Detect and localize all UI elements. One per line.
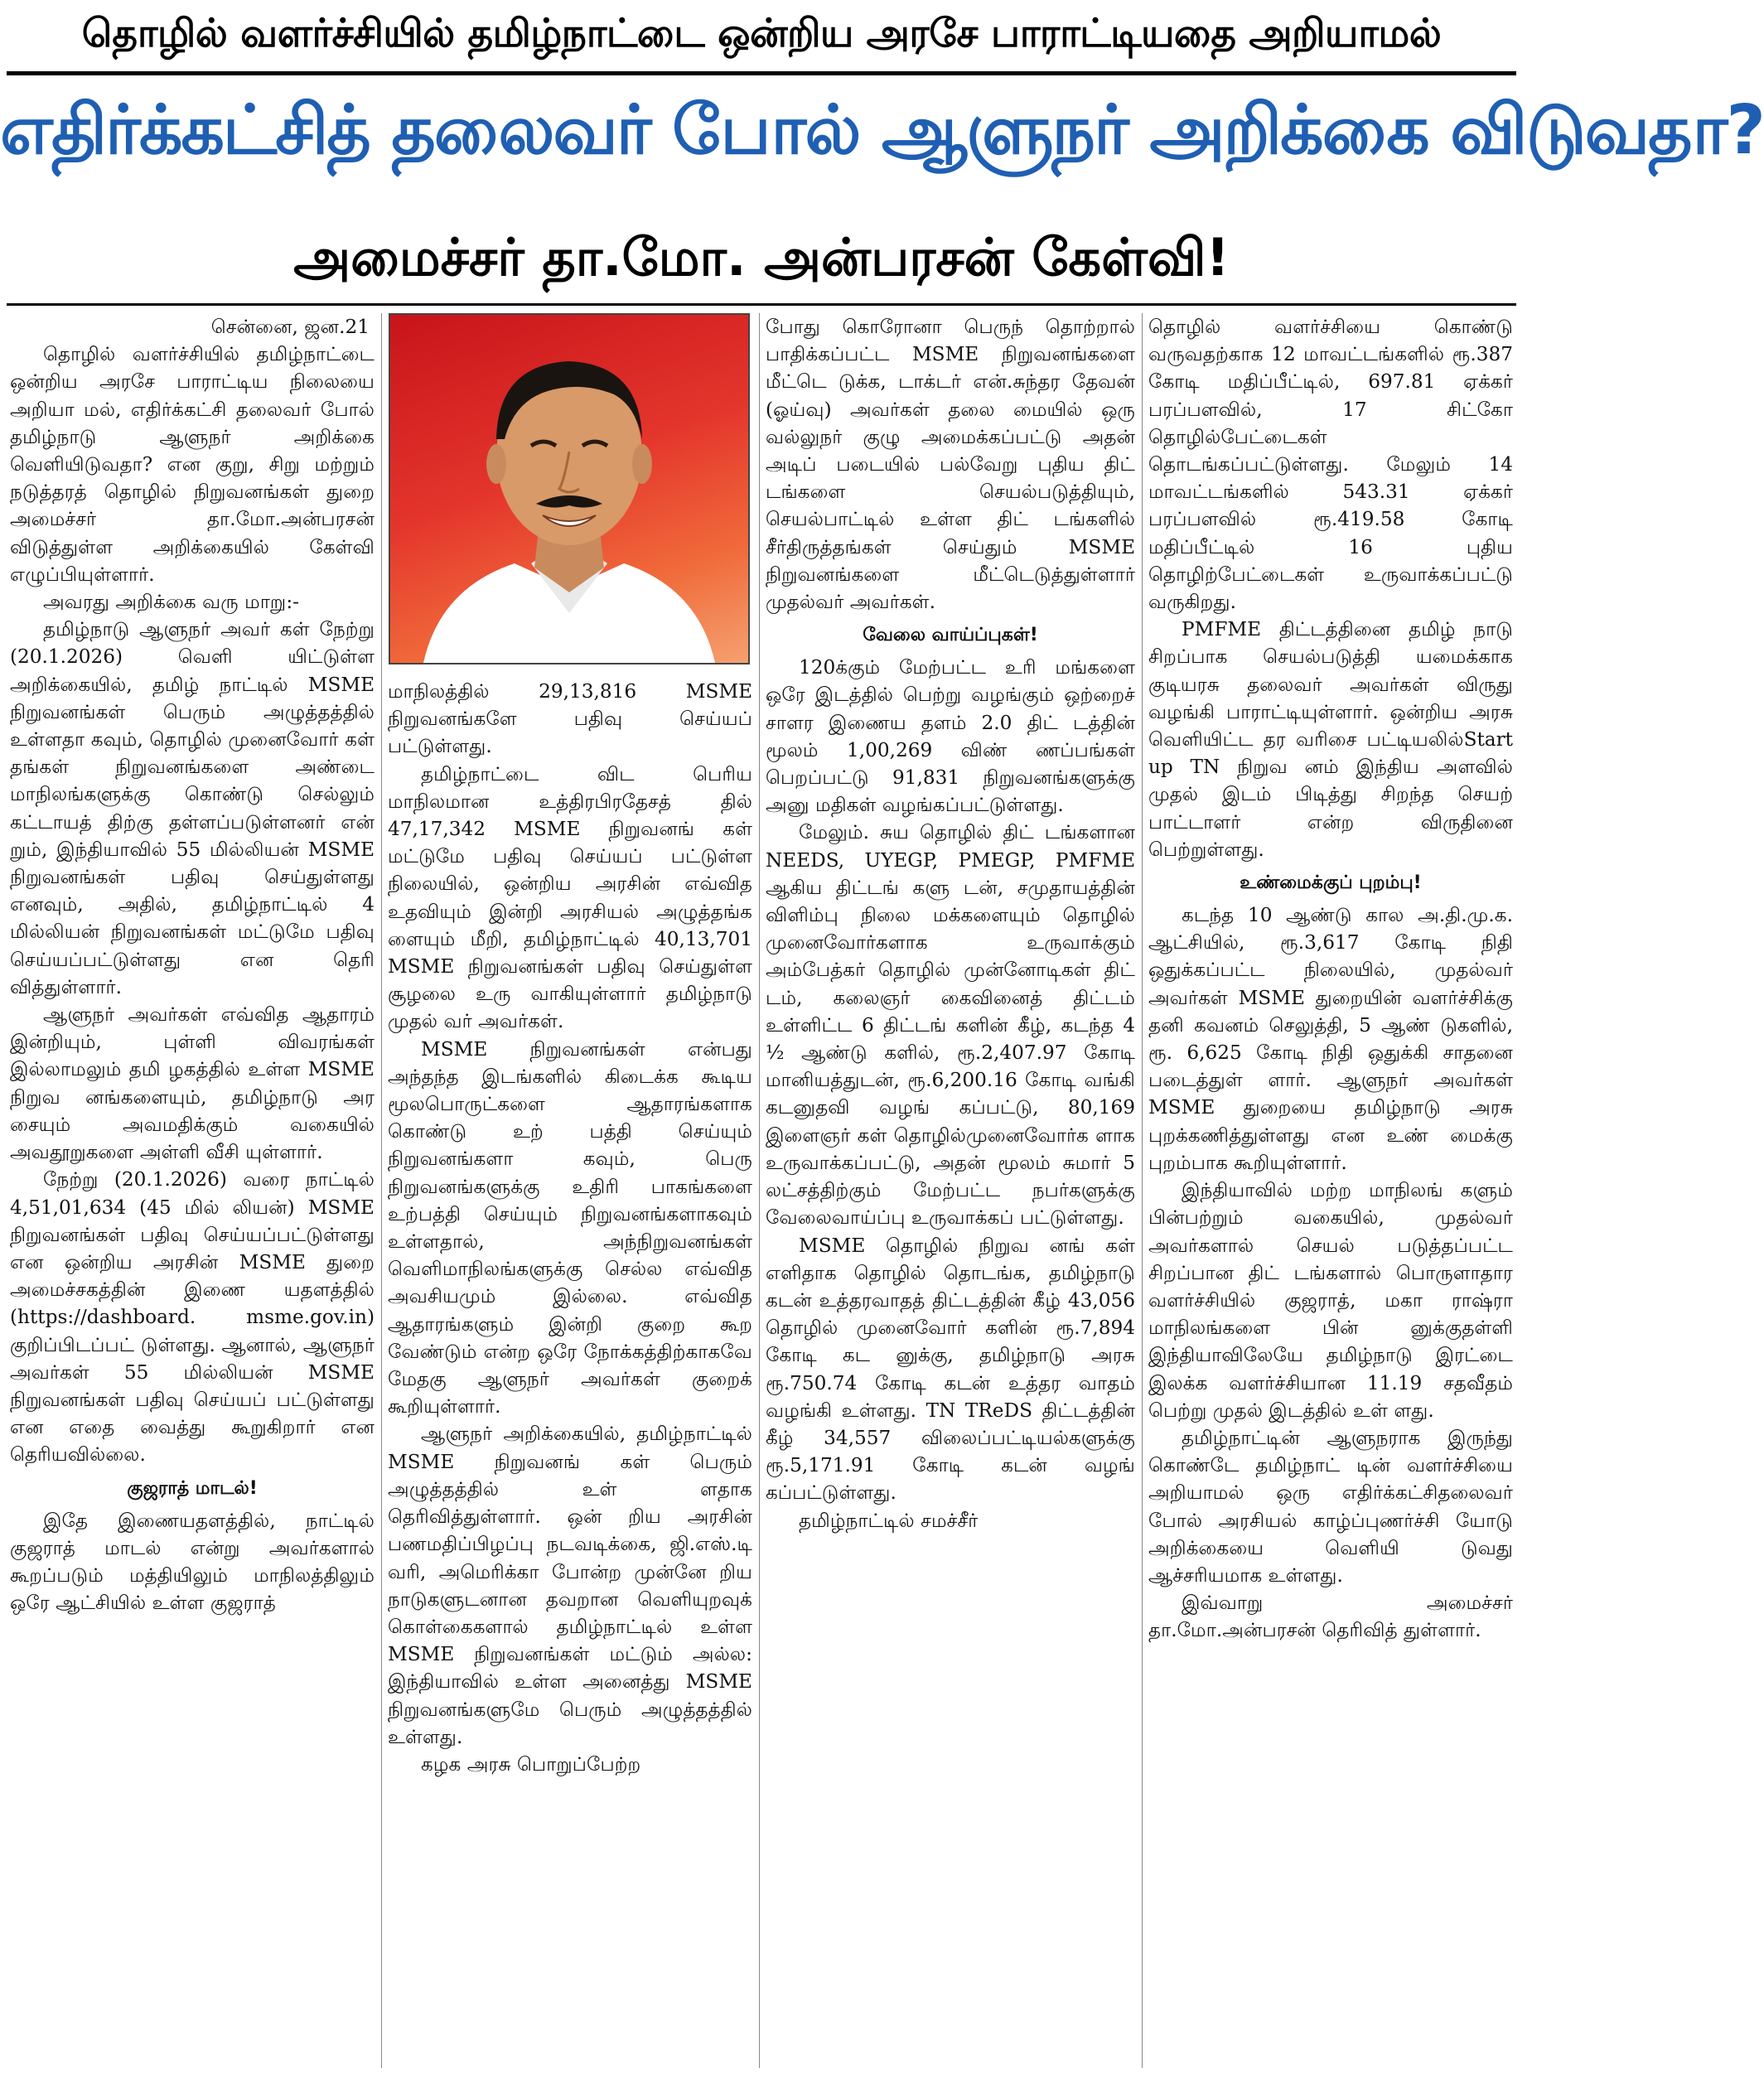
paragraph: தமிழ்நாட்டை விட பெரிய மாநிலமான உத்திரபிரதேசத் தில் 47,17,342 MSME நிறுவனங் கள் மட்டுமே பதிவு செய்யப் பட்டுள்ள நிலையில், ஒன்றிய அரசின் எவ்வித உதவியும் இன்றி அரசியல் அழுத்தங்க ளையும் மீறி, தமிழ்நாட்டில் 40,13,701 MSME நிறுவனங்கள் பதிவு செய்துள்ள சூழலை உரு வாகியுள்ளார் தமிழ்நாடு முதல் வர் அவர்கள்.: [388, 762, 752, 1033]
paragraph: மாநிலத்தில் 29,13,816 MSME நிறுவனங்களே பதிவு செய்யப் பட்டுள்ளது.: [388, 680, 752, 758]
paragraph: மேலும். சுய தொழில் திட் டங்களான NEEDS, UYEGP, PMEGP, PMFME ஆகிய திட்டங் களு டன், சமுதாயத்தின் விளிம்பு நிலை மக்களையும் தொழில் முனைவோர்களாக உருவாக்கும் அம்பேத்கர் தொழில் முன்னோடிகள் திட் டம், கலைஞர் கைவினைத் திட்டம் உள்ளிட்ட 6 திட்டங் களின் கீழ், கடந்த 4 ½ ஆண்டு களில், ரூ.2,407.97 கோடி மானியத்துடன், ரூ.6,200.16 கோடி வங்கி கடனுதவி வழங் கப்பட்டு, 80,169 இளைஞர் கள் தொழில்முனைவோர்க ளாக உருவாக்கப்பட்டு, அதன் மூலம் சுமார் 5 லட்சத்திற்கும் மேற்பட்ட நபர்களுக்கு வேலைவாய்ப்பு உருவாக்கப் பட்டுள்ளது.: [766, 821, 1135, 1230]
paragraph: இவ்வாறு அமைச்சர் தா.மோ.அன்பரசன் தெரிவித் துள்ளார்.: [1148, 1592, 1513, 1642]
paragraph: ஆளுநர் அவர்கள் எவ்வித ஆதாரம் இன்றியும், புள்ளி விவரங்கள் இல்லாமலும் தமி ழகத்தில் உள்ள MSME நிறுவ னங்களையும், தமிழ்நாடு அர சையும் அவமதிக்கும் வகையில் அவதூறுகளை அள்ளி வீசி யுள்ளார்.: [10, 1003, 375, 1164]
portrait-illustration: [390, 315, 748, 663]
column-divider: [1142, 313, 1143, 2068]
dateline: சென்னை, ஜன.21: [210, 316, 370, 338]
paragraph: இந்தியாவில் மற்ற மாநிலங் களும் பின்பற்றும் வகையில், முதல்வர் அவர்களால் செயல் படுத்தப்பட்ட சிறப்பான திட் டங்களால் பொருளாதார வளர்ச்சியில் குஜராத், மகா ராஷ்ரா மாநிலங்களை பின் னுக்குதள்ளி இந்தியாவிலேயே தமிழ்நாடு இரட்டை இலக்க வளர்ச்சியான 11.19 சதவீதம் பெற்று முதல் இடத்தில் உள் ளது.: [1148, 1179, 1513, 1422]
paragraph: 120க்கும் மேற்பட்ட உரி மங்களை ஒரே இடத்தில் பெற்று வழங்கும் ஒற்றைச் சாளர இணைய தளம் 2.0 திட் டத்தின் மூலம் 1,00,269 விண் ணப்பங்கள் பெறப்பட்டு 91,831 நிறுவனங்களுக்கு அனு மதிகள் வழங்கப்பட்டுள்ளது.: [766, 656, 1135, 817]
paragraph: MSME தொழில் நிறுவ னங் கள் எளிதாக தொழில் தொடங்க, தமிழ்நாடு கடன் உத்தரவாதத் திட்டத்தின் கீழ் 43,056 தொழில் முனைவோர் களின் ரூ.7,894 கோடி கட னுக்கு, தமிழ்நாடு அரசு ரூ.750.74 கோடி கடன் உத்தர வாதம் வழங்கி உள்ளது. TN TReDS திட்டத்தின் கீழ் 34,557 விலைப்பட்டியல்களுக்கு ரூ.5,171.91 கோடி கடன் வழங் கப்பட்டுள்ளது.: [766, 1234, 1135, 1505]
top-rule: [7, 71, 1516, 75]
paragraph: MSME நிறுவனங்கள் என்பது அந்தந்த இடங்களில் கிடைக்க கூடிய மூலபொருட்களை ஆதாரங்களாக கொண்டு உற் பத்தி செய்யும் நிறுவனங்களா கவும், பெரு நிறுவனங்களுக்கு உதிரி பாகங்களை உற்பத்தி செய்யும் நிறுவனங்களாகவும் உள்ளதால், அந்நிறுவனங்கள் வெளிமாநிலங்களுக்கு செல்ல எவ்வித அவசியமும் இல்லை. எவ்வித ஆதாரங்களும் இன்றி குறை கூற வேண்டும் என்ற ஒரே நோக்கத்திற்காகவே மேதகு ஆளுநர் அவர்கள் குறைக் கூறியுள்ளார்.: [388, 1037, 752, 1418]
main-headline: எதிர்க்கட்சித் தலைவர் போல் ஆளுநர் அறிக்கை விடுவதா?: [0, 91, 1764, 170]
column-3: [766, 313, 1135, 1534]
paragraph: தொழில் வளர்ச்சியில் தமிழ்நாட்டை ஒன்றிய அரசே பாராட்டிய நிலையை அறியா மல், எதிர்க்கட்சி தலைவர் போல் தமிழ்நாடு ஆளுநர் அறிக்கை வெளியிடுவதா? என குறு, சிறு மற்றும் நடுத்தரத் தொழில் நிறுவனங்கள் துறை அமைச்சர் தா.மோ.அன்பரசன் விடுத்துள்ள அறிக்கையில் கேள்வி எழுப்பியுள்ளார்.: [10, 343, 375, 586]
paragraph: PMFME திட்டத்தினை தமிழ் நாடு சிறப்பாக செயல்படுத்தி யமைக்காக குடியரசு தலைவர் அவர்கள் விருது வழங்கி பாராட்டியுள்ளார். ஒன்றிய அரசு வெளியிட்ட தர வரிசை பட்டியலில்Start up TN நிறுவ னம் இந்திய அளவில் முதல் இடம் பிடித்து சிறந்த செயற் பாட்டாளர் என்ற விருதினை பெற்றுள்ளது.: [1148, 618, 1513, 861]
sub-headline: அமைச்சர் தா.மோ. அன்பரசன் கேள்வி!: [293, 227, 1230, 288]
paragraph: தமிழ்நாடு ஆளுநர் அவர் கள் நேற்று (20.1.2026) வெளி யிட்டுள்ள அறிக்கையில், தமிழ் நாட்டில் MSME நிறுவனங்கள் பெரும் அழுத்தத்தில் உள்ளதா கவும், தொழில் முனைவோர் கள் தங்கள் நிறுவனங்களை அண்டை மாநிலங்களுக்கு கொண்டு செல்லும் கட்டாயத் திற்கு தள்ளப்படுள்ளனர் என் றும், இந்தியாவில் 55 மில்லியன் MSME நிறுவனங்கள் பதிவு செய்துள்ளது எனவும், அதில், தமிழ்நாட்டில் 4 மில்லியன் நிறுவனங்கள் மட்டுமே பதிவு செய்யப்பட்டுள்ளது என தெரி வித்துள்ளார்.: [10, 618, 375, 998]
paragraph: நேற்று (20.1.2026) வரை நாட்டில் 4,51,01,634 (45 மில் லியன்) MSME நிறுவனங்கள் பதிவு செய்யப்பட்டுள்ளது என ஒன்றிய அரசின் MSME துறை அமைச்சகத்தின் இணை யதளத்தில் (https://dashboard. msme.gov.in) குறிப்பிடப்பட் டுள்ளது. ஆனால், ஆளுநர் அவர்கள் 55 மில்லியன் MSME நிறுவனங்கள் பதிவு செய்யப் பட்டுள்ளது என எதை வைத்து கூறுகிறார் என தெரியவில்லை.: [10, 1168, 375, 1467]
minister-photo: [389, 313, 750, 664]
section-subheading: குஜராத் மாடல்!: [127, 1477, 258, 1499]
paragraph: தமிழ்நாட்டின் ஆளுநராக இருந்து கொண்டே தமிழ்நாட் டின் வளர்ச்சியை அறியாமல் ஒரு எதிர்க்கட்சிதலைவர் போல் அரசியல் காழ்ப்புணர்ச்சி யோடு அறிக்கையை வெளியி டுவது ஆச்சரியமாக உள்ளது.: [1148, 1426, 1513, 1587]
paragraph: கழக அரசு பொறுப்பேற்ற: [421, 1752, 641, 1776]
paragraph: ஆளுநர் அறிக்கையில், தமிழ்நாட்டில் MSME நிறுவனங் கள் பெரும் அழுத்தத்தில் உள் ளதாக தெரிவித்துள்ளார். ஒன் றிய அரசின் பணமதிப்பிழப்பு நடவடிக்கை, ஜி.எஸ்.டி வரி, அமெரிக்கா போன்ற முன்னே றிய நாடுகளுடனான தவறான வெளியுறவுக் கொள்கைகளால் தமிழ்நாட்டில் உள்ள MSME நிறுவனங்கள் மட்டும் அல்ல: இந்தியாவில் உள்ள அனைத்து MSME நிறுவனங்களுமே பெரும் அழுத்தத்தில் உள்ளது.: [388, 1423, 752, 1748]
paragraph: இதே இணையதளத்தில், நாட்டில் குஜராத் மாடல் என்று அவர்களால் கூறப்படும் மத்தியிலும் மாநிலத்திலும் ஒரே ஆட்சியில் உள்ள குஜராத்: [10, 1509, 375, 1615]
paragraph: தமிழ்நாட்டில் சமச்சீர்: [799, 1509, 979, 1532]
kicker-headline: தொழில் வளர்ச்சியில் தமிழ்நாட்டை ஒன்றிய அரசே பாராட்டியதை அறியாமல்: [81, 11, 1442, 56]
column-divider: [381, 313, 382, 2068]
paragraph: தொழில் வளர்ச்சியை கொண்டு வருவதற்காக 12 மாவட்டங்களில் ரூ.387 கோடி மதிப்பீட்டில், 697.81 ஏக்கர் பரப்பளவில், 17 சிட்கோ தொழில்பேட்டைகள் தொடங்கப்பட்டுள்ளது. மேலும் 14 மாவட்டங்களில் 543.31 ஏக்கர் பரப்பளவில் ரூ.419.58 கோடி மதிப்பீட்டில் 16 புதிய தொழிற்பேட்டைகள் உருவாக்கப்பட்டு வருகிறது.: [1148, 316, 1513, 614]
header-rule: [7, 303, 1516, 306]
paragraph: போது கொரோனா பெருந் தொற்றால் பாதிக்கப்பட்ட MSME நிறுவனங்களை மீட்டெ டுக்க, டாக்டர் என்.சுந்தர தேவன் (ஓய்வு) அவர்கள் தலை மையில் ஒரு வல்லுநர் குழு அமைக்கப்பட்டு அதன் அடிப் படையில் பல்வேறு புதிய திட் டங்களை செயல்படுத்தியும், செயல்பாட்டில் உள்ள திட் டங்களில் சீர்திருத்தங்கள் செய்தும் MSME நிறுவனங்களை மீட்டெடுத்துள்ளார் முதல்வர் அவர்கள்.: [766, 316, 1135, 614]
section-subheading: வேலை வாய்ப்புகள்!: [863, 625, 1038, 646]
column-4: [1148, 313, 1513, 1645]
column-2: [388, 678, 752, 1778]
column-divider: [759, 313, 760, 2068]
section-subheading: உண்மைக்குப் புறம்பு!: [1240, 872, 1422, 894]
paragraph: அவரது அறிக்கை வரு மாறு:-: [43, 591, 299, 614]
column-1: [10, 313, 375, 1616]
paragraph: கடந்த 10 ஆண்டு கால அ.தி.மு.க. ஆட்சியில், ரூ.3,617 கோடி நிதி ஒதுக்கப்பட்ட நிலையில், முதல்வர் அவர்கள் MSME துறையின் வளர்ச்சிக்கு தனி கவனம் செலுத்தி, 5 ஆண் டுகளில், ரூ. 6,625 கோடி நிதி ஒதுக்கி சாதனை படைத்துள் ளார். ஆளுநர் அவர்கள் MSME துறையை தமிழ்நாடு அரசு புறக்கணித்துள்ளது என உண் மைக்கு புறம்பாக கூறியுள்ளார்.: [1148, 904, 1513, 1174]
